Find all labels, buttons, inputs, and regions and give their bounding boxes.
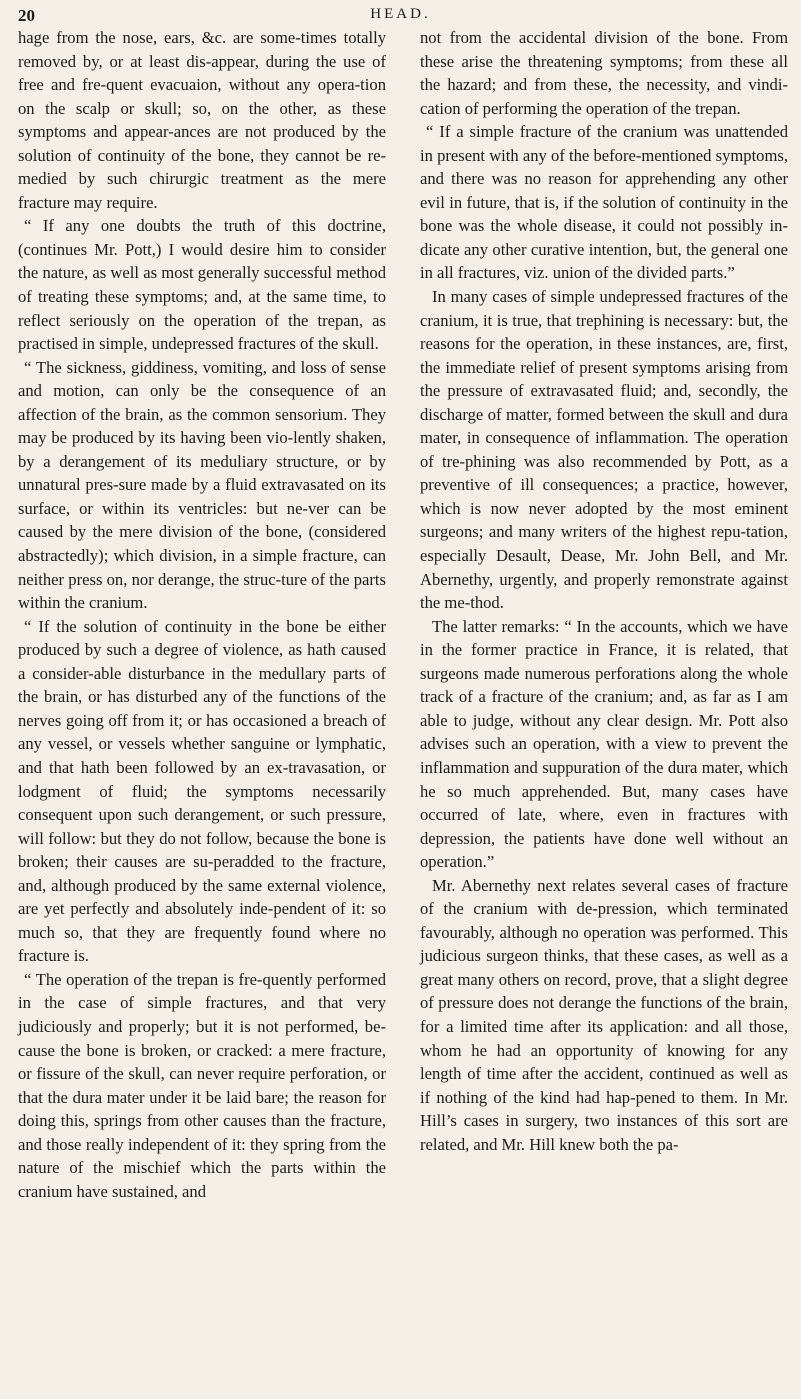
running-title: HEAD. <box>370 6 431 22</box>
paragraph: “ If any one doubts the truth of this doctrine, (continues Mr. Pott,) I would desire him to consider the nature, as well as most generally successful method of treating these symptoms; and, at the same time, to reflect seriously on the operation of the trepan, as practised in simple, undepressed fractures of the skull. <box>18 216 386 354</box>
running-head <box>0 6 801 28</box>
page-number: 20 <box>18 6 35 25</box>
paragraph: “ If a simple fracture of the cranium was unattended in present with any of the before-mentioned symptoms, and there was no reason for apprehending any other evil in future, that is, if the solution of continuity in the bone was the whole disease, it could not possibly in-dicate any other curative intention, but, the general one in all fractures, viz. union of the divided parts.” <box>420 122 788 283</box>
left-column <box>18 26 386 1203</box>
paragraph: “ The sickness, giddiness, vomiting, and loss of sense and motion, can only be the consequence of an affection of the brain, as the common sensorium. They may be produced by its having been vio-lently shaken, by a derangement of its meduliary structure, or by unnatural pres-sure made by a fluid extravasated on its surface, or within its ventricles: but ne-ver can be caused by the mere division of the bone, (considered abstractedly); which division, in a simple fracture, can neither press on, nor derange, the struc-ture of the parts within the cranium. <box>18 357 386 613</box>
text-columns <box>18 26 788 1203</box>
paragraph: In many cases of simple undepressed fractures of the cranium, it is true, that trephining is necessary: but, the reasons for the operation, in these instances, are, first, the immediate relief of present symptoms arising from the pressure of extravasated fluid; and, secondly, the discharge of matter, formed between the skull and dura mater, in consequence of inflammation. The operation of tre-phining was also recommended by Pott, as a preventive of ill consequences; a practice, however, which is now never adopted by the most eminent surgeons; and many writers of the highest repu-tation, especially Desault, Dease, Mr. John Bell, and Mr. Abernethy, urgently, and properly remonstrate against the me-thod. <box>420 287 788 613</box>
right-column <box>420 26 788 1203</box>
paragraph: Mr. Abernethy next relates several cases of fracture of the cranium with de-pression, which terminated favourably, although no operation was performed. This judicious surgeon thinks, that these cases, as well as a great many others on record, prove, that a slight degree of pressure does not derange the functions of the brain, for a limited time after its application: and all those, whom he had an opportunity of knowing for any length of time after the accident, continued as well as if nothing of the kind had hap-pened to them. In Mr. Hill’s cases in surgery, two instances of this sort are related, and Mr. Hill knew both the pa- <box>420 875 788 1154</box>
paragraph: “ The operation of the trepan is fre-quently performed in the case of simple fractures, and that very judiciously and properly; but it is not performed, be-cause the bone is broken, or cracked: a mere fracture, or fissure of the skull, can never require perforation, or that the dura mater under it be laid bare; the reason for doing this, springs from other causes than the fracture, and those really independent of it: they spring from the nature of the mischief which the parts within the cranium have sustained, and <box>18 969 386 1201</box>
paragraph: The latter remarks: “ In the accounts, which we have in the former practice in France, it is related, that surgeons made numerous perforations along the whole track of a fracture of the cranium; and, as far as I am able to judge, without any clear design. Mr. Pott also advises such an operation, with a view to prevent the inflammation and suppuration of the dura mater, which he so much apprehended. But, many cases have occurred of late, where, even in fractures with depression, the patients have done well without an operation.” <box>420 616 788 872</box>
paragraph: not from the accidental division of the bone. From these arise the threatening symptoms; from these all the hazard; and from these, the necessity, and vindi-cation of performing the operation of the trepan. <box>420 28 788 118</box>
paragraph: “ If the solution of continuity in the bone be either produced by such a degree of violence, as hath caused a consider-able disturbance in the medullary parts of the brain, or has disturbed any of the functions of the nerves going off from it; or has occasioned a breach of any vessel, or vessels whether sanguine or lymphatic, and that hath been followed by an ex-travasation, or lodgment of fluid; the symptoms necessarily consequent upon such derangement, or such pressure, will follow: but they do not follow, because the bone is broken; their causes are su-peradded to the fracture, and, although produced by the same external violence, are yet perfectly and absolutely inde-pendent of it: so much so, that they are frequently found where no fracture is. <box>18 616 386 966</box>
paragraph: hage from the nose, ears, &c. are some-times totally removed by, or at least dis-appear, during the use of free and fre-quent evacuaion, without any opera-tion on the scalp or skull; so, on the other, as these symptoms and appear-ances are not produced by the solution of continuity of the bone, they cannot be re-medied by such chirurgic treatment as the mere fracture may require. <box>18 28 386 212</box>
